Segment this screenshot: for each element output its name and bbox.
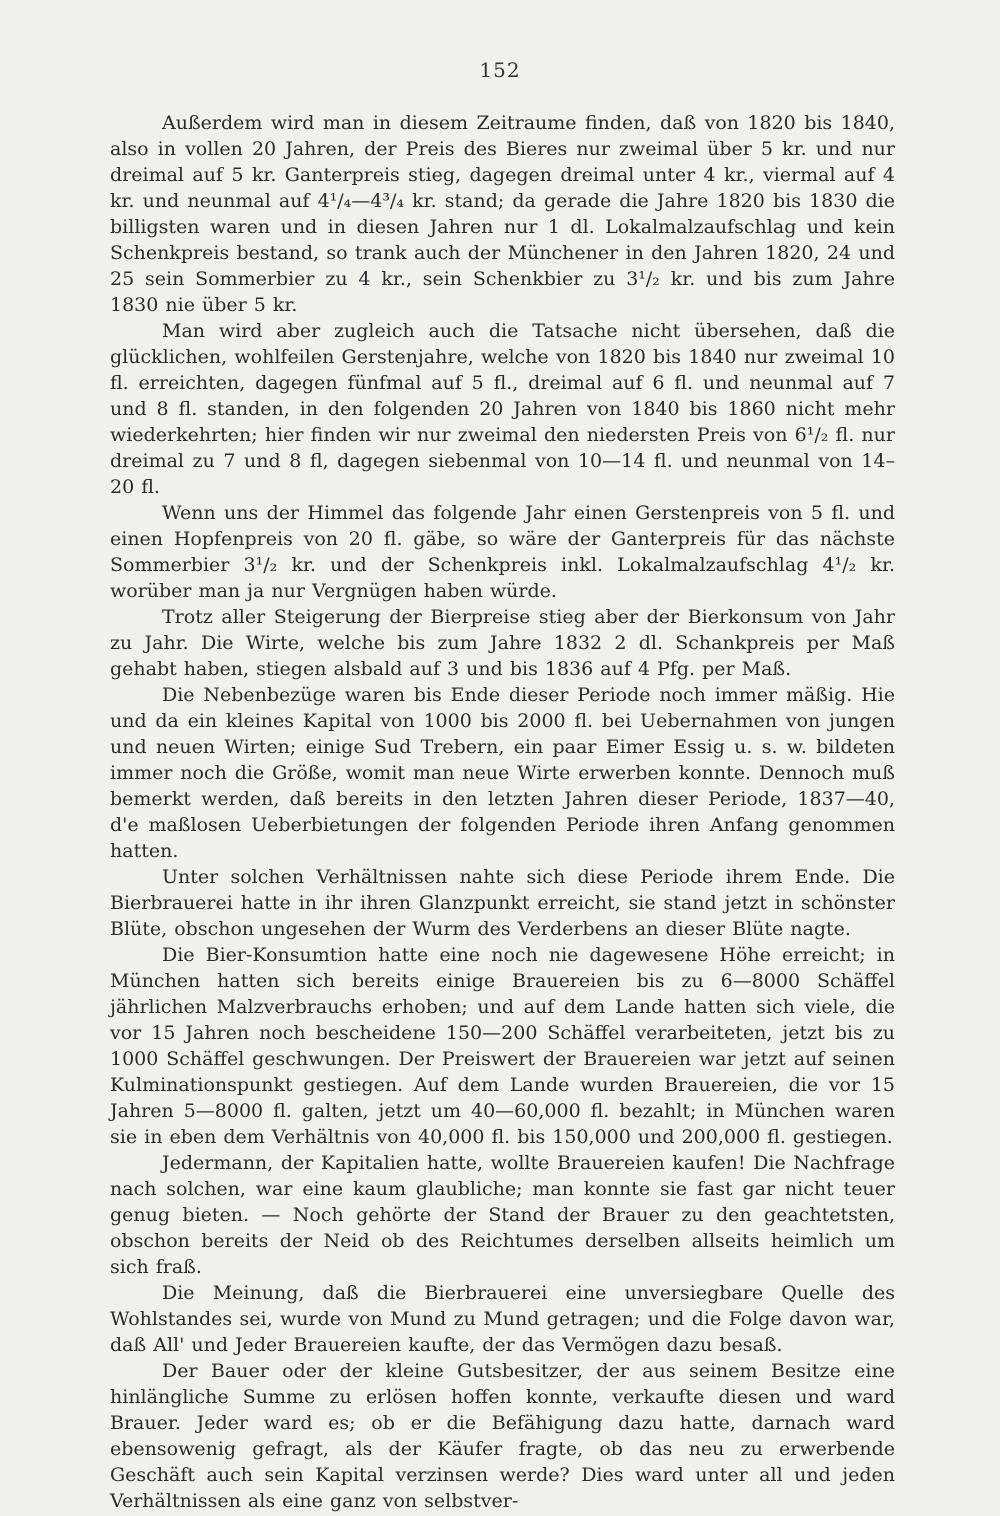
body-text (110, 110, 895, 1514)
paragraph: Der Bauer oder der kleine Gutsbesitzer, der aus seinem Besitze eine hinlängliche Summe zu erlösen hoffen konnte, verkaufte diesen und ward Brauer. Jeder ward es; ob er die Befähigung dazu hatte, darnach ward ebensowenig gefragt, als der Käufer fragte, ob das neu zu erwerbende Geschäft auch sein Kapital verzinsen werde? Dies ward unter all und jeden Verhältnissen als eine ganz von selbstver- (110, 1360, 895, 1512)
paragraph: Trotz aller Steigerung der Bierpreise stieg aber der Bierkonsum von Jahr zu Jahr. Die Wirte, welche bis zum Jahre 1832 2 dl. Schankpreis per Maß gehabt haben, stiegen alsbald auf 3 und bis 1836 auf 4 Pfg. per Maß. (110, 606, 895, 680)
paragraph: Unter solchen Verhältnissen nahte sich diese Periode ihrem Ende. Die Bierbrauerei hatte in ihr ihren Glanzpunkt erreicht, sie stand jetzt in schönster Blüte, obschon ungesehen der Wurm des Verderbens an dieser Blüte nagte. (110, 866, 895, 940)
paragraph: Man wird aber zugleich auch die Tatsache nicht übersehen, daß die glücklichen, wohlfeilen Gerstenjahre, welche von 1820 bis 1840 nur zweimal 10 fl. erreichten, dagegen fünfmal auf 5 fl., dreimal auf 6 fl. und neunmal auf 7 und 8 fl. standen, in den folgenden 20 Jahren von 1840 bis 1860 nicht mehr wiederkehrten; hier finden wir nur zweimal den niedersten Preis von 6¹/₂ fl. nur dreimal zu 7 und 8 fl, dagegen siebenmal von 10—14 fl. und neunmal von 14–20 fl. (110, 320, 895, 498)
paragraph: Die Meinung, daß die Bierbrauerei eine unversiegbare Quelle des Wohlstandes sei, wurde von Mund zu Mund getragen; und die Folge davon war, daß All' und Jeder Brauereien kaufte, der das Vermögen dazu besaß. (110, 1282, 895, 1356)
page-number: 152 (479, 58, 521, 82)
paragraph: Außerdem wird man in diesem Zeitraume finden, daß von 1820 bis 1840, also in vollen 20 Jahren, der Preis des Bieres nur zweimal über 5 kr. und nur dreimal auf 5 kr. Ganterpreis stieg, dagegen dreimal unter 4 kr., viermal auf 4 kr. und neunmal auf 4¹/₄—4³/₄ kr. stand; da gerade die Jahre 1820 bis 1830 die billigsten waren und in diesen Jahren nur 1 dl. Lokalmalzaufschlag und kein Schenkpreis bestand, so trank auch der Münchener in den Jahren 1820, 24 und 25 sein Sommerbier zu 4 kr., sein Schenkbier zu 3¹/₂ kr. und bis zum Jahre 1830 nie über 5 kr. (110, 112, 895, 316)
paragraph: Die Nebenbezüge waren bis Ende dieser Periode noch immer mäßig. Hie und da ein kleines Kapital von 1000 bis 2000 fl. bei Uebernahmen von jungen und neuen Wirten; einige Sud Trebern, ein paar Eimer Essig u. s. w. bildeten immer noch die Größe, womit man neue Wirte erwerben konnte. Dennoch muß bemerkt werden, daß bereits in den letzten Jahren dieser Periode, 1837—40, d'e maßlosen Ueberbietungen der folgenden Periode ihren Anfang genommen hatten. (110, 684, 895, 862)
paragraph: Wenn uns der Himmel das folgende Jahr einen Gerstenpreis von 5 fl. und einen Hopfenpreis von 20 fl. gäbe, so wäre der Ganterpreis für das nächste Sommerbier 3¹/₂ kr. und der Schenkpreis inkl. Lokalmalzaufschlag 4¹/₂ kr. worüber man ja nur Vergnügen haben würde. (110, 502, 895, 602)
paragraph: Die Bier-Konsumtion hatte eine noch nie dagewesene Höhe erreicht; in München hatten sich bereits einige Brauereien bis zu 6—8000 Schäffel jährlichen Malzverbrauchs erhoben; und auf dem Lande hatten sich viele, die vor 15 Jahren noch bescheidene 150—200 Schäffel verarbeiteten, jetzt bis zu 1000 Schäffel geschwungen. Der Preiswert der Brauereien war jetzt auf seinen Kulminationspunkt gestiegen. Auf dem Lande wurden Brauereien, die vor 15 Jahren 5—8000 fl. galten, jetzt um 40—60,000 fl. bezahlt; in München waren sie in eben dem Verhältnis von 40,000 fl. bis 150,000 und 200,000 fl. gestiegen. (110, 944, 895, 1148)
paragraph: Jedermann, der Kapitalien hatte, wollte Brauereien kaufen! Die Nachfrage nach solchen, war eine kaum glaubliche; man konnte sie fast gar nicht teuer genug bieten. — Noch gehörte der Stand der Brauer zu den geachtetsten, obschon bereits der Neid ob des Reichtumes derselben allseits heimlich um sich fraß. (110, 1152, 895, 1278)
